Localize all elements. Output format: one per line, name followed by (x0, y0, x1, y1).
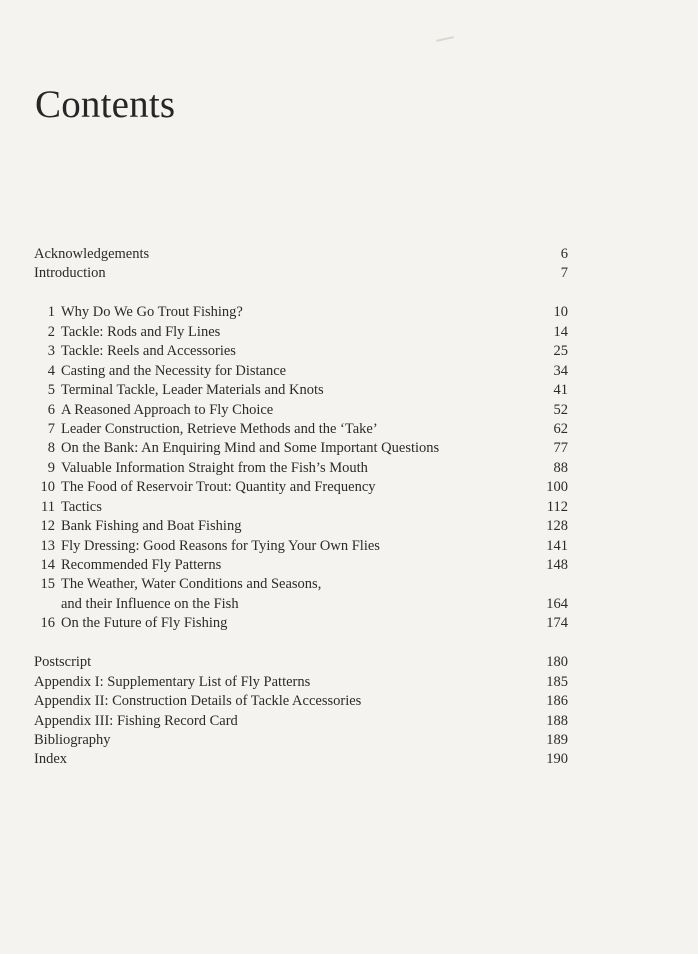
chapter-page: 41 (553, 382, 568, 399)
toc-chapter-8[interactable] (34, 439, 568, 458)
toc-chapter-7[interactable] (34, 420, 568, 439)
toc-entry-page: 180 (546, 654, 568, 671)
toc-entry-title: Appendix I: Supplementary List of Fly Patterns (34, 673, 311, 690)
chapter-title: The Weather, Water Conditions and Seasons, and their Influence on the Fish (61, 576, 322, 612)
chapter-page: 52 (553, 401, 568, 418)
chapter-number: 4 (47, 362, 55, 379)
chapter-title: Tackle: Reels and Accessories (61, 343, 236, 360)
chapter-number: 8 (47, 440, 55, 457)
toc-entry-title: Bibliography (34, 731, 111, 748)
chapter-number: 1 (47, 304, 55, 321)
toc-entry-bibliography[interactable] (34, 731, 568, 750)
chapter-page: 141 (546, 537, 568, 554)
toc-entry-appendix-1[interactable] (34, 673, 568, 692)
toc-chapter-14[interactable] (34, 556, 568, 575)
chapter-title: Valuable Information Straight from the Fish’s Mouth (61, 459, 368, 476)
toc-entry-title: Appendix II: Construction Details of Tackle Accessories (34, 693, 362, 710)
chapter-page: 128 (546, 518, 568, 535)
chapter-number: 11 (41, 498, 55, 515)
toc-entry-postscript[interactable] (34, 653, 568, 672)
chapter-title: Tactics (61, 498, 102, 515)
chapter-page: 25 (553, 343, 568, 360)
chapter-number: 16 (40, 615, 55, 632)
chapter-title: A Reasoned Approach to Fly Choice (61, 401, 274, 418)
toc-entry-page: 188 (546, 712, 568, 729)
chapter-title: Terminal Tackle, Leader Materials and Knots (61, 382, 324, 399)
page-smudge (436, 36, 454, 42)
chapter-title: Casting and the Necessity for Distance (61, 362, 287, 379)
toc-entry-page: 186 (546, 693, 568, 710)
toc-entry-title: Index (34, 751, 68, 768)
chapter-number: 7 (47, 420, 55, 437)
toc-entry-page: 6 (560, 246, 568, 262)
chapter-title: Recommended Fly Patterns (61, 557, 222, 573)
toc-chapter-10[interactable] (34, 478, 568, 497)
chapter-page: 112 (546, 498, 568, 515)
toc-chapter-5[interactable] (34, 381, 568, 400)
chapter-number: 15 (40, 576, 55, 593)
chapter-title: On the Bank: An Enquiring Mind and Some Important Questions (61, 440, 440, 457)
chapter-title: Leader Construction, Retrieve Methods and the ‘Take’ (61, 420, 378, 437)
chapter-page: 148 (546, 557, 568, 573)
toc-entry-title: Acknowledgements (34, 246, 150, 262)
chapter-page: 62 (553, 420, 568, 437)
toc-entry-acknowledgements[interactable] (34, 245, 568, 264)
toc-chapter-16[interactable] (34, 614, 568, 633)
toc-entry-index[interactable] (34, 750, 568, 769)
chapter-number: 14 (40, 557, 55, 573)
chapter-number: 13 (40, 537, 55, 554)
chapter-number: 3 (47, 343, 55, 360)
chapter-title: Bank Fishing and Boat Fishing (61, 518, 242, 535)
chapter-number: 9 (47, 459, 55, 476)
toc-entry-appendix-3[interactable] (34, 712, 568, 731)
toc-entry-introduction[interactable] (34, 264, 568, 283)
toc-chapter-13[interactable] (34, 537, 568, 556)
toc-entry-page: 7 (560, 265, 568, 282)
toc-chapter-3[interactable] (34, 342, 568, 361)
chapter-page: 34 (553, 362, 568, 379)
toc-chapter-2[interactable] (34, 323, 568, 342)
page-title: Contents (35, 83, 176, 126)
chapter-page: 164 (546, 595, 568, 612)
toc-entry-appendix-2[interactable] (34, 692, 568, 711)
chapter-number: 6 (47, 401, 55, 418)
chapter-page: 77 (553, 440, 568, 457)
toc-chapter-15[interactable] (34, 575, 568, 614)
chapter-title: On the Future of Fly Fishing (61, 615, 228, 632)
chapter-page: 88 (553, 459, 568, 476)
toc-chapter-11[interactable] (34, 498, 568, 517)
chapter-number: 12 (40, 518, 55, 535)
toc-entry-page: 185 (546, 673, 568, 690)
toc-entry-title: Appendix III: Fishing Record Card (34, 712, 238, 729)
section-spacer (34, 284, 568, 303)
chapter-title: Tackle: Rods and Fly Lines (61, 323, 221, 340)
toc-entry-page: 190 (546, 751, 568, 768)
toc-entry-title: Postscript (34, 654, 92, 671)
toc-chapter-12[interactable] (34, 517, 568, 536)
chapter-number: 5 (47, 382, 55, 399)
toc-entry-page: 189 (546, 731, 568, 748)
chapter-page: 174 (546, 615, 568, 632)
chapter-page: 10 (553, 304, 568, 321)
toc-chapter-4[interactable] (34, 362, 568, 381)
chapter-title: Why Do We Go Trout Fishing? (61, 304, 243, 321)
toc-entry-title: Introduction (34, 265, 106, 282)
chapter-number: 2 (47, 323, 55, 340)
chapter-page: 100 (546, 479, 568, 496)
toc-chapter-1[interactable] (34, 303, 568, 322)
chapter-title: The Food of Reservoir Trout: Quantity and Frequency (61, 479, 376, 496)
chapter-page: 14 (553, 323, 568, 340)
section-spacer (34, 634, 568, 653)
table-of-contents (34, 245, 568, 770)
chapter-number: 10 (40, 479, 55, 496)
toc-chapter-6[interactable] (34, 401, 568, 420)
chapter-title: Fly Dressing: Good Reasons for Tying Your Own Flies (61, 537, 380, 554)
toc-chapter-9[interactable] (34, 459, 568, 478)
